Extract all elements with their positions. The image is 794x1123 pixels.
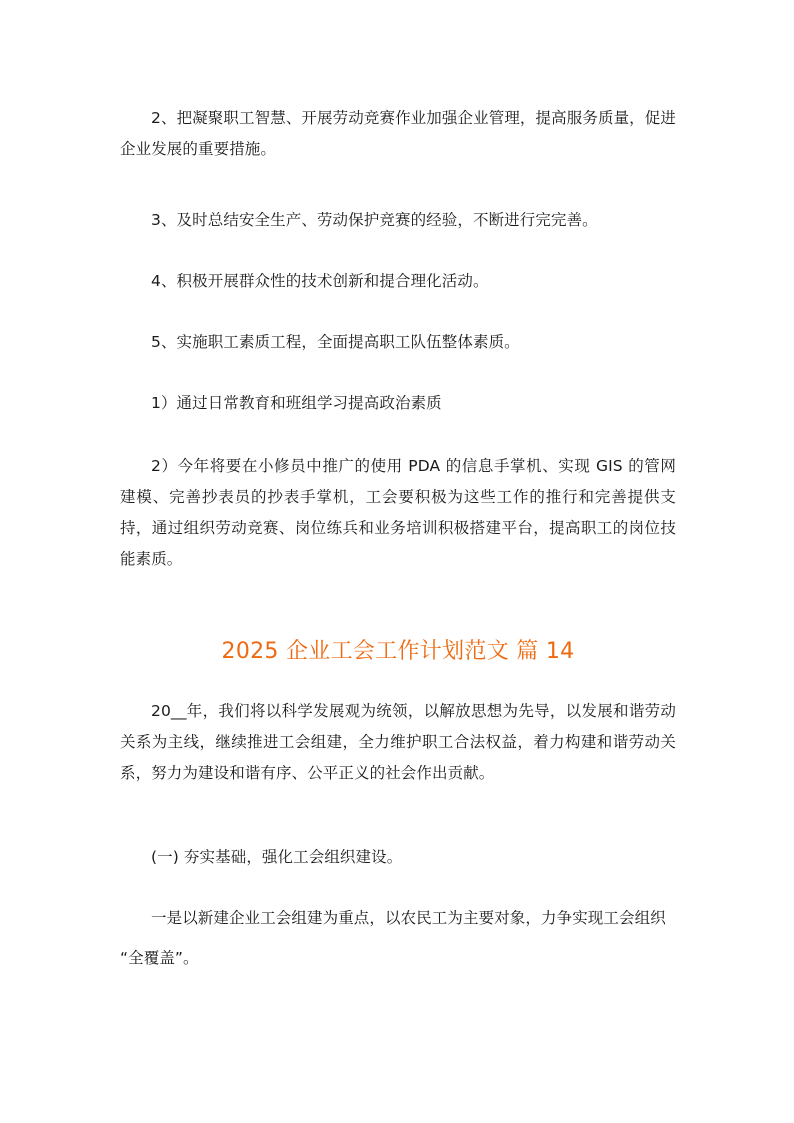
paragraph-section-one-title: (一) 夯实基础，强化工会组织建设。 bbox=[151, 848, 403, 866]
section-heading: 2025 企业工会工作计划范文 篇 14 bbox=[221, 639, 575, 664]
paragraph-first-point-continued: “全覆盖”。 bbox=[120, 949, 199, 967]
paragraph-subitem-1: 1）通过日常教育和班组学习提高政治素质 bbox=[151, 394, 442, 412]
paragraph-intro: 20__年，我们将以科学发展观为统领，以解放思想为先导，以发展和谐劳动关系为主线，继续推进工会组建，全力维护职工合法权益，着力构建和谐劳动关系，努力为建设和谐有序、公平正义的社会作出贡献。 bbox=[120, 702, 676, 782]
paragraph-item-2: 2、把凝聚职工智慧、开展劳动竞赛作业加强企业管理，提高服务质量，促进企业发展的重要措施。 bbox=[120, 109, 676, 158]
paragraph-item-4: 4、积极开展群众性的技术创新和提合理化活动。 bbox=[151, 272, 489, 290]
paragraph-subitem-2: 2）今年将要在小修员中推广的使用 PDA 的信息手掌机、实现 GIS 的管网建模、完善抄表员的抄表手掌机，工会要积极为这些工作的推行和完善提供支持，通过组织劳动竞赛、岗位练兵和业务培训积极搭建平台，提高职工的岗位技能素质。 bbox=[120, 457, 676, 568]
paragraph-first-point: 一是以新建企业工会组建为重点，以农民工为主要对象，力争实现工会组织 bbox=[151, 909, 666, 927]
paragraph-item-3: 3、及时总结安全生产、劳动保护竞赛的经验，不断进行完完善。 bbox=[151, 211, 598, 229]
paragraph-item-5: 5、实施职工素质工程，全面提高职工队伍整体素质。 bbox=[151, 333, 520, 351]
